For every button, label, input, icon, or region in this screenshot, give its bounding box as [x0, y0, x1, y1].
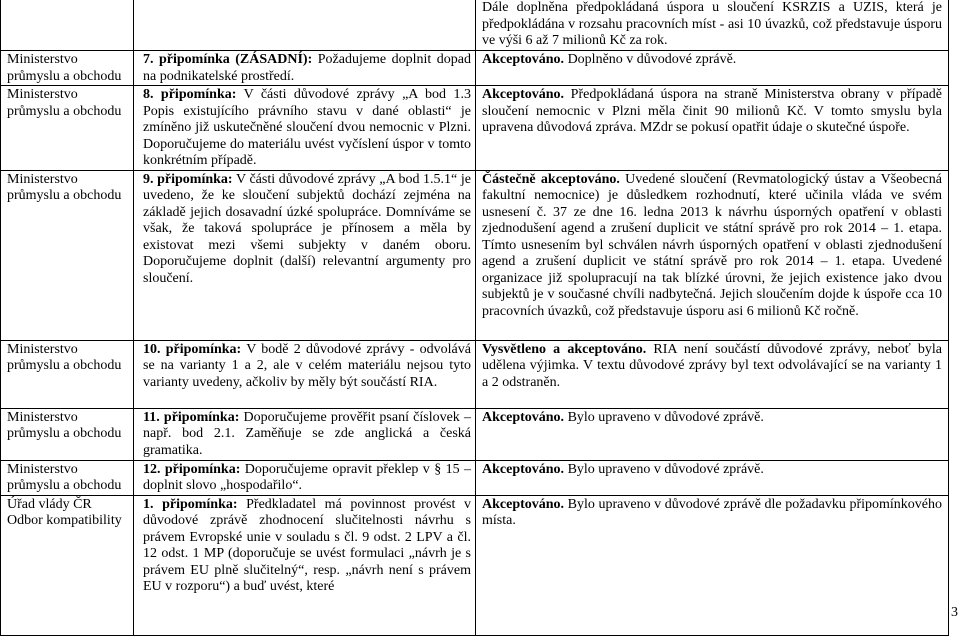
row-resolution: Akceptováno. Bylo upraveno v důvodové zprávě. [476, 460, 949, 495]
page-number: 3 [951, 604, 958, 620]
table-row [1, 460, 949, 495]
row-submitter: Ministerstvo průmyslu a obchodu [1, 51, 134, 86]
row-comment: 11. připomínka: Doporučujeme prověřit psaní číslovek – např. bod 2.1. Zaměňuje se zde anglická a česká gramatika. [134, 408, 476, 460]
row-resolution: Akceptováno. Bylo upraveno v důvodové zprávě. [476, 408, 949, 460]
table-row [1, 340, 949, 408]
row-resolution: Akceptováno. Bylo upraveno v důvodové zprávě dle požadavku připomínkového místa. [476, 495, 949, 635]
row-comment: 10. připomínka: V bodě 2 důvodové zprávy - odvolává se na varianty 1 a 2, ale v celém materiálu nejsou tyto varianty uvedeny, ačkoliv by měly být součástí RIA. [134, 340, 476, 408]
row-submitter: Ministerstvo průmyslu a obchodu [1, 170, 134, 340]
table-row [1, 0, 949, 51]
row-submitter: Ministerstvo průmyslu a obchodu [1, 408, 134, 460]
row-resolution: Částečně akceptováno. Uvedené sloučení (Revmatologický ústav a Všeobecná fakultní nemocnice) je důsledkem rozhodnutí, které učinila vláda ve svém usnesení č. 37 ze dne 16. ledna 2013 k návrhu úsporných opatření v oblasti zjednodušení agend a zrušení duplicit ve státní správě pro rok 2014 – 1. etapa. Tímto usnesením byl schválen návrh úsporných opatření v oblasti zjednodušení agend a zrušení duplicit ve státní správě pro rok 2014 – 1. etapa. Uvedené organizace již spolupracují na tak blízké úrovni, že jejich existence jako dvou subjektů je v současné chvíli nadbytečná. Jejich sloučením dojde k úspoře cca 10 pracovních úvazků, což představuje úsporu asi 6 milionů Kč ročně. [476, 170, 949, 340]
row-resolution: Akceptováno. Předpokládaná úspora na straně Ministerstva obrany v případě sloučení nemocnic v Plzni měla činit 90 milionů Kč. V tomto smyslu byla upravena důvodová zpráva. MZdr se pokusí opatřit údaje o skutečné úspoře. [476, 86, 949, 171]
row-resolution: Akceptováno. Doplněno v důvodové zprávě. [476, 51, 949, 86]
row-comment: 8. připomínka: V části důvodové zprávy „A bod 1.3 Popis existujícího právního stavu v dané oblasti“ je zmíněno již uskutečněné sloučení dvou nemocnic v Plzni. Doporučujeme do materiálu uvést vyčíslení úspor v tomto konkrétním případě. [134, 86, 476, 171]
row-comment [134, 0, 476, 51]
row-submitter [1, 0, 134, 51]
table-row [1, 51, 949, 86]
table-row [1, 86, 949, 171]
table-row [1, 170, 949, 340]
row-comment: 12. připomínka: Doporučujeme opravit překlep v § 15 – doplnit slovo „hospodařilo“. [134, 460, 476, 495]
row-submitter: Ministerstvo průmyslu a obchodu [1, 460, 134, 495]
row-comment: 7. připomínka (ZÁSADNÍ): Požadujeme doplnit dopad na podnikatelské prostředí. [134, 51, 476, 86]
table-row [1, 495, 949, 635]
row-submitter: Ministerstvo průmyslu a obchodu [1, 86, 134, 171]
row-comment: 1. připomínka: Předkladatel má povinnost provést v důvodové zprávě zhodnocení slučitelnosti návrhu s právem Evropské unie v souladu s čl. 9 odst. 2 LPV a čl. 12 odst. 1 MP (doporučuje se uvést formulaci „návrh je s právem EU plně slučitelný“, resp. „návrh není s právem EU v rozporu“) a buď uvést, které [134, 495, 476, 635]
row-resolution: Vysvětleno a akceptováno. RIA není součástí důvodové zprávy, neboť byla udělena výjimka. V textu důvodové zprávy byl text odvolávající se na varianty 1 a 2 odstraněn. [476, 340, 949, 408]
row-comment: 9. připomínka: V části důvodové zprávy „A bod 1.5.1“ je uvedeno, že ke sloučení subjektů dochází zejména na základě jejich dosavadní úzké spolupráce. Domníváme se však, že taková spolupráce je přínosem a měla by existovat mezi všemi subjekty v daném oboru. Doporučujeme doplnit (další) relevantní argumenty pro sloučení. [134, 170, 476, 340]
row-submitter: Úřad vlády ČR Odbor kompatibility [1, 495, 134, 635]
table-row [1, 408, 949, 460]
row-resolution: Dále doplněna předpokládaná úspora u sloučení KSRZIS a UZIS, která je předpokládána v rozsahu pracovních míst - asi 10 úvazků, což představuje úsporu ve výši 6 až 7 milionů Kč za rok. [476, 0, 949, 51]
row-submitter: Ministerstvo průmyslu a obchodu [1, 340, 134, 408]
